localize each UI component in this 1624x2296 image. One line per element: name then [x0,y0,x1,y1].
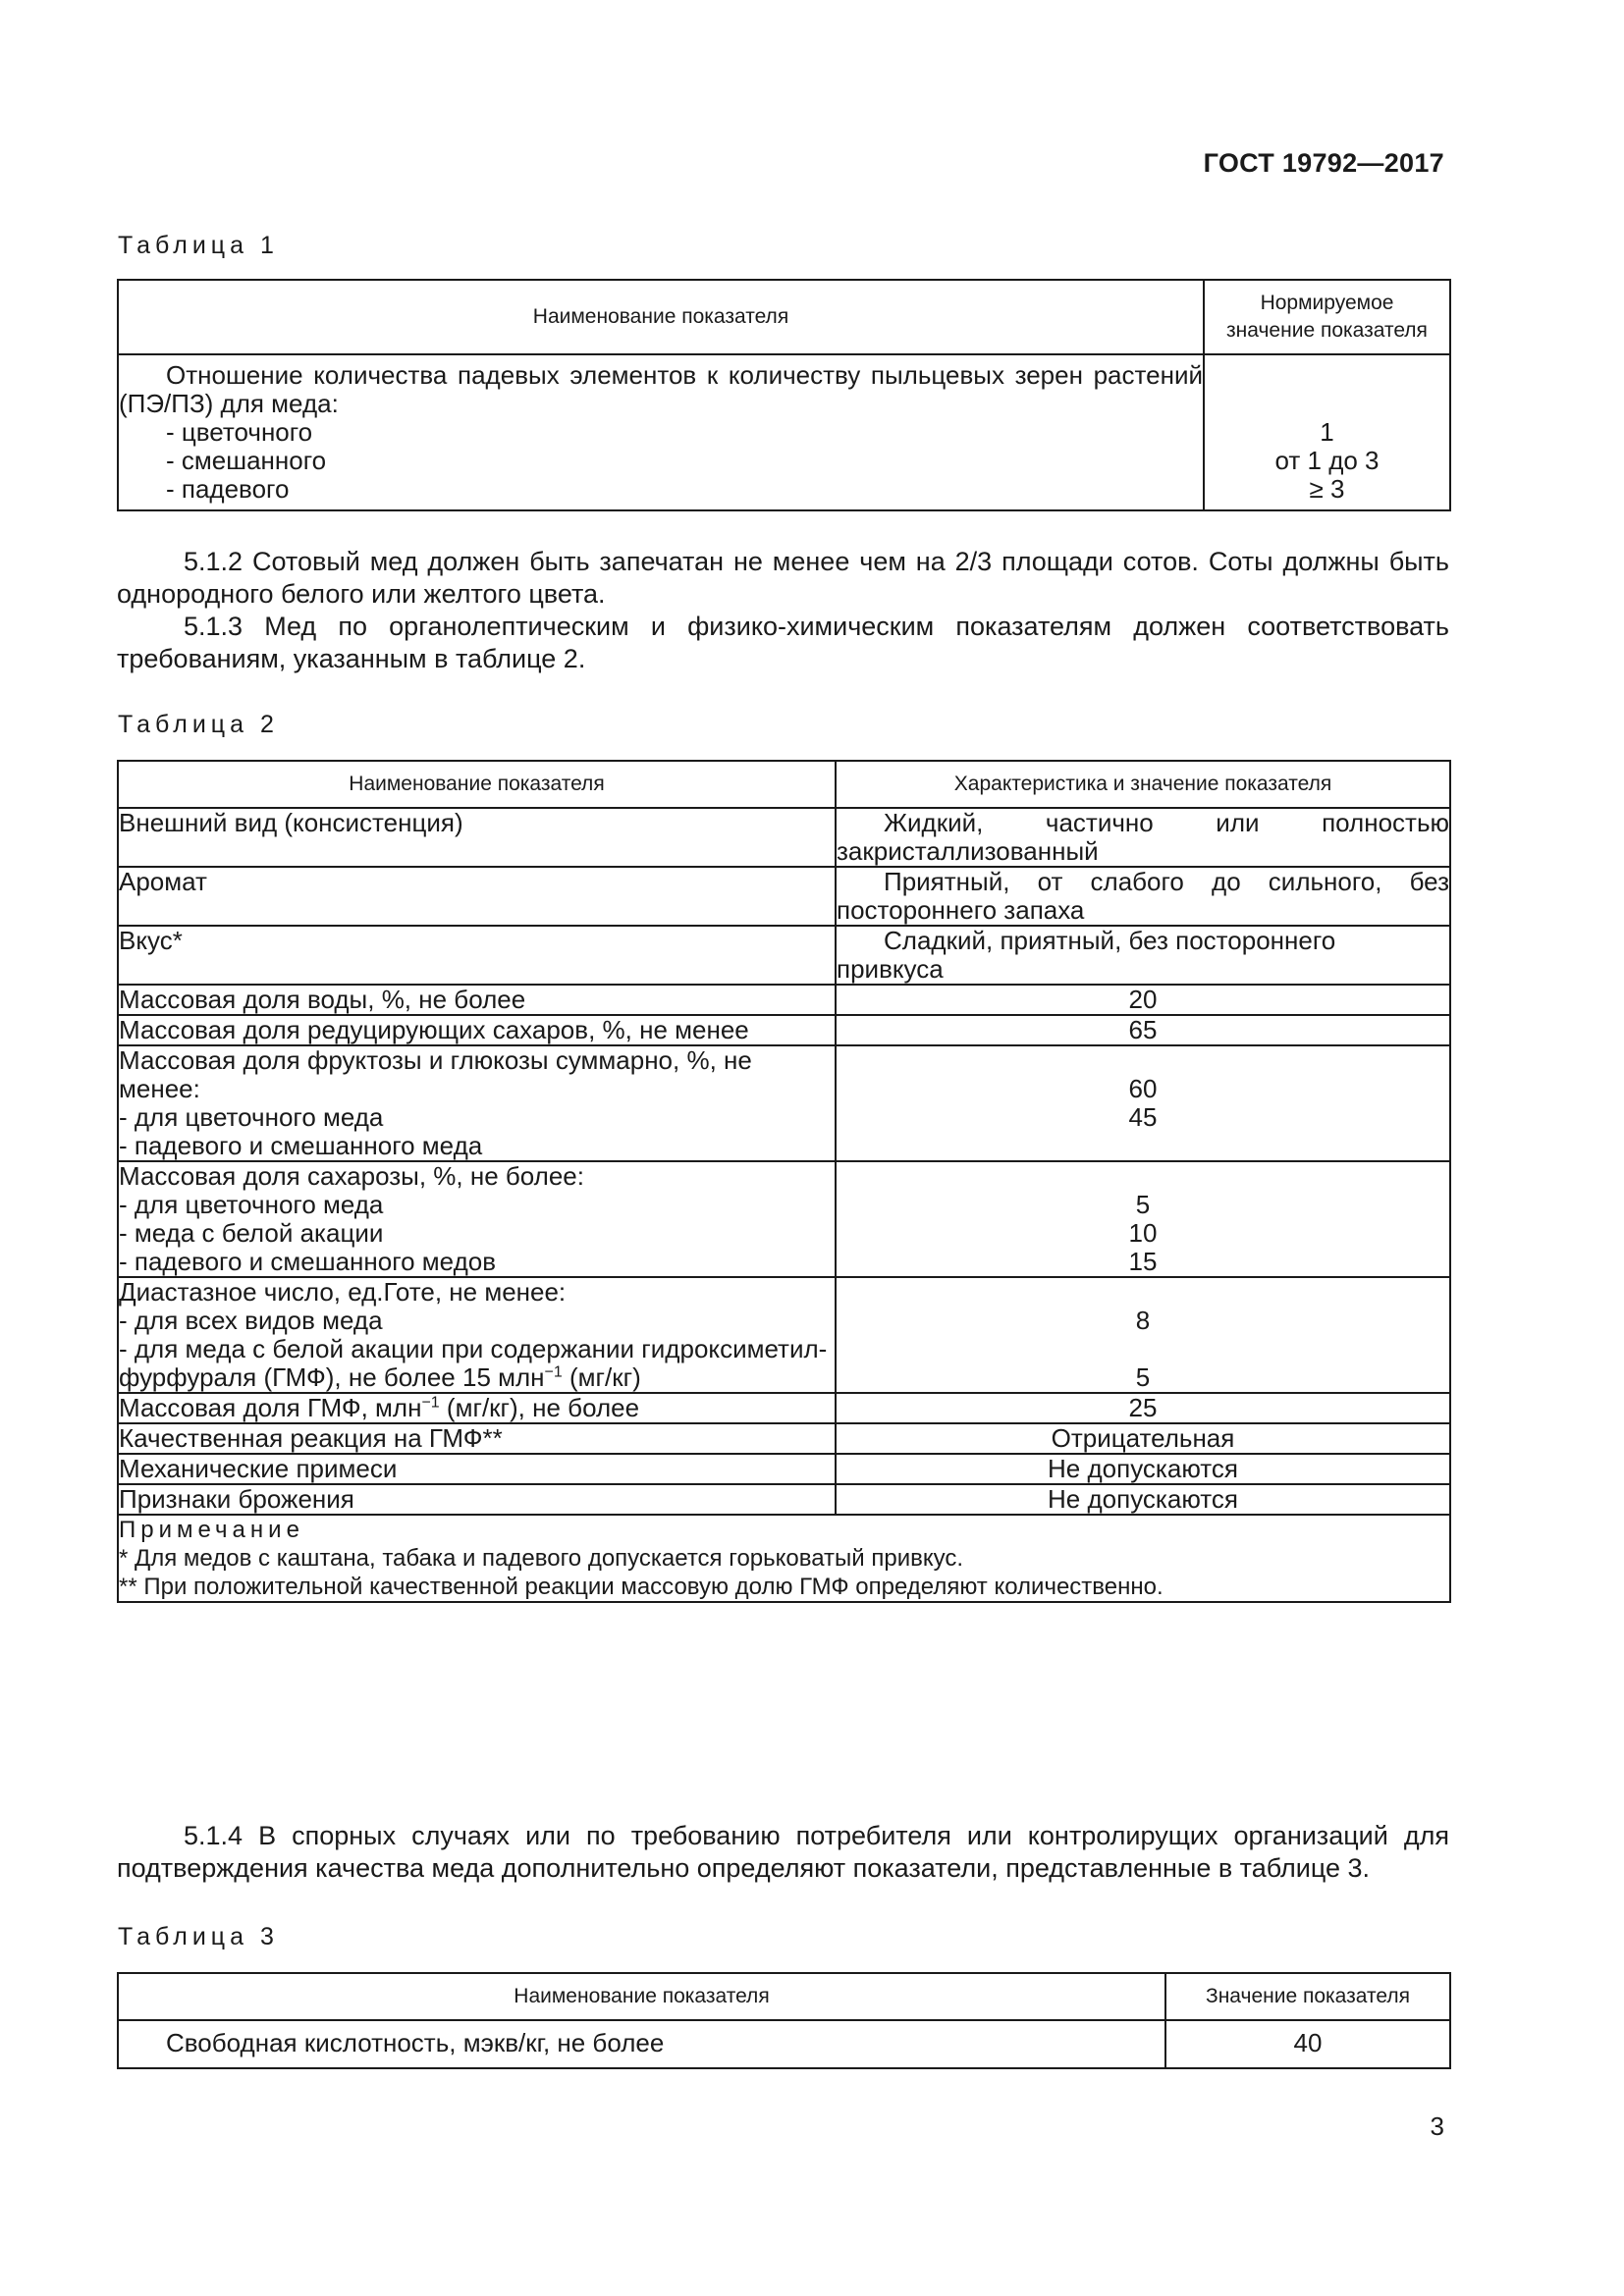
table2-cell-value [836,1161,1450,1277]
table1-header-value-line1: Нормируемое [1260,292,1394,314]
table2-diastase-item: - для всех видов меда [119,1306,383,1335]
table2-fructose-intro: Массовая доля фруктозы и глюкозы суммарно, %, не менее: [119,1045,752,1103]
table2-note-label: Примечание [119,1517,304,1543]
table1-header-value [1204,280,1450,354]
table2-cell-value: Сладкий, приятный, без постороннего привкуса [836,926,1450,985]
table1-item-value: ≥ 3 [1309,474,1345,504]
table3-caption: Таблица 3 [118,1923,279,1950]
table2-fructose-value: 45 [1128,1102,1158,1132]
table1-header-value-line2: значение показателя [1226,319,1428,342]
table-row [118,1454,1450,1484]
table2-diastase-value: 5 [1135,1362,1151,1392]
table2-diastase-item-cont: фурфураля (ГМФ), не более 15 млн$^{-1}$ (мг/кг) [119,1362,641,1392]
table-row [118,1015,1450,1045]
table2-header-value: Характеристика и значение показателя [836,761,1450,808]
table1-item-label: - падевого [166,474,290,504]
table1-header-name: Наименование показателя [118,280,1204,354]
table2-cell-value: Приятный, от слабого до сильного, без постороннего запаха [837,867,1449,925]
table2-sucrose-value: 15 [1128,1247,1158,1276]
table-row [118,808,1450,867]
table-row [118,2020,1450,2068]
table-row [118,867,1450,926]
table2-fructose-value: 60 [1128,1074,1158,1103]
table3-header-value: Значение показателя [1165,1973,1450,2020]
table1-row-values [1204,354,1450,510]
table3-cell-value: 40 [1165,2020,1450,2068]
page-number: 3 [1430,2111,1444,2141]
table2-cell-name: Аромат [118,867,836,926]
table1-row-name [118,354,1204,510]
table-row [118,1393,1450,1423]
table2-header-name: Наименование показателя [118,761,836,808]
table2-diastase-value: 8 [1135,1306,1151,1335]
table-row [118,1161,1450,1277]
table2-cell-value: Не допускаются [836,1454,1450,1484]
table1 [117,279,1451,511]
table2-cell-name: Механические примеси [118,1454,836,1484]
table3 [117,1972,1451,2069]
table2-cell-name [118,1045,836,1161]
table2-note-row [118,1515,1450,1602]
table2-cell-value: Отрицательная [836,1423,1450,1454]
paragraph-5-1-2: 5.1.2 Сотовый мед должен быть запечатан не менее чем на 2/3 площади сотов. Соты должны быть однородного белого или желтого цвета. [117,547,1449,609]
table2-note-1: * Для медов с каштана, табака и падевого допускается горьковатый привкус. [119,1545,964,1572]
table2-cell-name: Массовая доля редуцирующих сахаров, %, не менее [118,1015,836,1045]
paragraph-5-1-4: 5.1.4 В спорных случаях или по требованию потребителя или контролирущих организаций для подтверждения качества меда дополнительно определяют показатели, представленные в таблице 3. [117,1821,1449,1883]
table2-note-2: ** При положительной качественной реакции массовую долю ГМФ определяют количественно. [119,1574,1164,1600]
table2-cell-value: Жидкий, частично или полностью закристаллизованный [837,808,1449,866]
paragraph-5-1-4-block [117,1820,1449,1885]
table2-caption: Таблица 2 [118,711,279,738]
table1-row-intro: Отношение количества падевых элементов к количеству пыльцевых зерен растений (ПЭ/ПЗ) для меда: [119,360,1203,418]
table2-cell-value: 65 [836,1015,1450,1045]
document-code: ГОСТ 19792—2017 [1203,148,1444,178]
table1-item-label: - смешанного [166,446,327,475]
table2-cell-value [836,1277,1450,1393]
table2-cell-value: 25 [836,1393,1450,1423]
table3-header-name: Наименование показателя [118,1973,1165,2020]
table2-sucrose-value: 10 [1128,1218,1158,1248]
table-row [118,985,1450,1015]
table2-cell-name: Признаки брожения [118,1484,836,1515]
table2-cell-name [118,1161,836,1277]
table1-item-value: 1 [1320,417,1334,447]
table-row [118,1484,1450,1515]
table2-cell-value: Не допускаются [836,1484,1450,1515]
table2-cell-name: Качественная реакция на ГМФ** [118,1423,836,1454]
paragraph-5-1-2-and-5-1-3 [117,546,1449,675]
table2-cell-name [118,1277,836,1393]
table1-item-label: - цветочного [166,417,313,447]
table1-caption: Таблица 1 [118,232,279,259]
table2 [117,760,1451,1603]
paragraph-5-1-3: 5.1.3 Мед по органолептическим и физико-химическим показателям должен соответствовать требованиям, указанным в таблице 2. [117,612,1449,673]
table3-cell-name: Свободная кислотность, мэкв/кг, не более [118,2020,1165,2068]
table2-cell-name: Массовая доля ГМФ, млн$^{-1}$ (мг/кг), не более [118,1393,836,1423]
table2-cell-name: Массовая доля воды, %, не более [118,985,836,1015]
table2-cell-name: Вкус* [118,926,836,985]
table1-item-value: от 1 до 3 [1274,446,1380,475]
table2-fructose-item: - для цветочного меда [119,1102,384,1132]
table-row [118,1423,1450,1454]
table2-sucrose-item: - меда с белой акации [119,1218,384,1248]
table2-note [118,1515,1450,1602]
table-row [118,1277,1450,1393]
table2-cell-value: 20 [836,985,1450,1015]
table2-cell-value [836,1045,1450,1161]
table2-diastase-item: - для меда с белой акации при содержании гидроксиметил- [119,1334,828,1363]
table2-sucrose-value: 5 [1135,1190,1151,1219]
table2-cell-name: Внешний вид (консистенция) [118,808,836,867]
table2-sucrose-item: - для цветочного меда [119,1190,384,1219]
table-row [118,1045,1450,1161]
table2-diastase-intro: Диастазное число, ед.Готе, не менее: [119,1277,567,1307]
table2-fructose-item: - падевого и смешанного меда [119,1131,483,1160]
table2-sucrose-intro: Массовая доля сахарозы, %, не более: [119,1161,584,1191]
table2-sucrose-item: - падевого и смешанного медов [119,1247,497,1276]
table-row [118,926,1450,985]
